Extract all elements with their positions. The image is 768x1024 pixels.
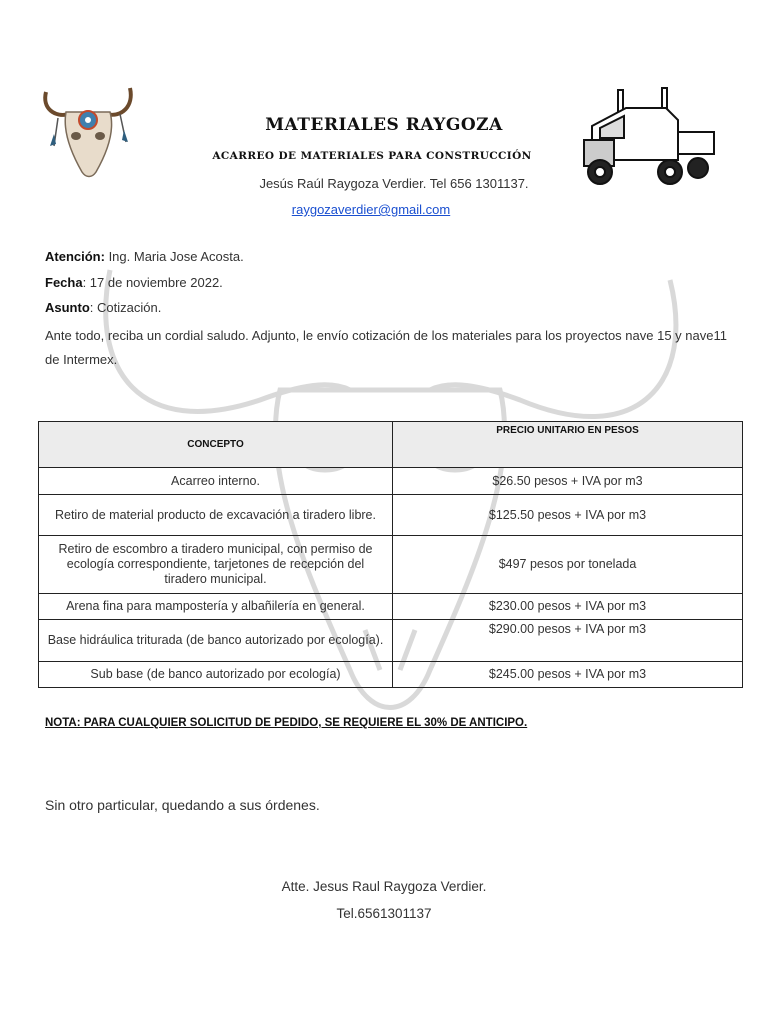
precio-cell: $497 pesos por tonelada bbox=[393, 536, 743, 594]
fecha-value: : 17 de noviembre 2022. bbox=[82, 275, 223, 290]
concepto-cell: Retiro de escombro a tiradero municipal, con permiso de ecología correspondiente, tarjetones de recepción del tiradero municipal. bbox=[39, 536, 393, 594]
atencion-line bbox=[45, 249, 244, 264]
precio-cell: $230.00 pesos + IVA por m3 bbox=[393, 594, 743, 620]
concepto-cell: Arena fina para mampostería y albañilería en general. bbox=[39, 594, 393, 620]
closing-text: Sin otro particular, quedando a sus órdenes. bbox=[45, 797, 320, 813]
table-row bbox=[39, 662, 743, 688]
semi-truck-icon bbox=[570, 86, 720, 190]
atencion-value: Ing. Maria Jose Acosta. bbox=[104, 249, 244, 264]
precio-cell: $290.00 pesos + IVA por m3 bbox=[393, 620, 743, 662]
intro-paragraph: Ante todo, reciba un cordial saludo. Adjunto, le envío cotización de los materiales para los proyectos nave 15 y nave11 de Intermex. bbox=[45, 328, 727, 367]
table-row bbox=[39, 536, 743, 594]
fecha-line bbox=[45, 275, 223, 290]
signature-phone: Tel.6561301137 bbox=[336, 906, 432, 921]
concepto-cell: Sub base (de banco autorizado por ecología) bbox=[39, 662, 393, 688]
precio-cell: $26.50 pesos + IVA por m3 bbox=[393, 468, 743, 495]
advance-payment-note: NOTA: PARA CUALQUIER SOLICITUD DE PEDIDO, SE REQUIERE EL 30% DE ANTICIPO. bbox=[45, 717, 528, 729]
email-link[interactable]: raygozaverdier@gmail.com bbox=[291, 202, 451, 217]
header-precio: PRECIO UNITARIO EN PESOS bbox=[393, 422, 743, 468]
precio-cell: $245.00 pesos + IVA por m3 bbox=[393, 662, 743, 688]
concepto-cell: Acarreo interno. bbox=[39, 468, 393, 495]
signature-name: Atte. Jesus Raul Raygoza Verdier. bbox=[281, 879, 487, 894]
asunto-value: : Cotización. bbox=[89, 300, 162, 315]
company-name: MATERIALES RAYGOZA bbox=[265, 115, 503, 135]
concepto-cell: Retiro de material producto de excavación a tiradero libre. bbox=[39, 495, 393, 536]
table-row bbox=[39, 468, 743, 495]
asunto-line bbox=[45, 300, 161, 315]
fecha-label: Fecha bbox=[45, 275, 83, 290]
contact-line: Jesús Raúl Raygoza Verdier. Tel 656 1301137. bbox=[259, 176, 529, 191]
header-concepto: CONCEPTO bbox=[39, 422, 393, 468]
table-row bbox=[39, 495, 743, 536]
concepto-cell: Base hidráulica triturada (de banco autorizado por ecología). bbox=[39, 620, 393, 662]
precio-cell: $125.50 pesos + IVA por m3 bbox=[393, 495, 743, 536]
company-tagline: ACARREO DE MATERIALES PARA CONSTRUCCIÓN bbox=[212, 150, 532, 162]
quotation-table bbox=[38, 421, 743, 688]
table-header-row bbox=[39, 422, 743, 468]
atencion-label: Atención: bbox=[45, 249, 105, 264]
table-row bbox=[39, 594, 743, 620]
table-row bbox=[39, 620, 743, 662]
asunto-label: Asunto bbox=[45, 300, 90, 315]
